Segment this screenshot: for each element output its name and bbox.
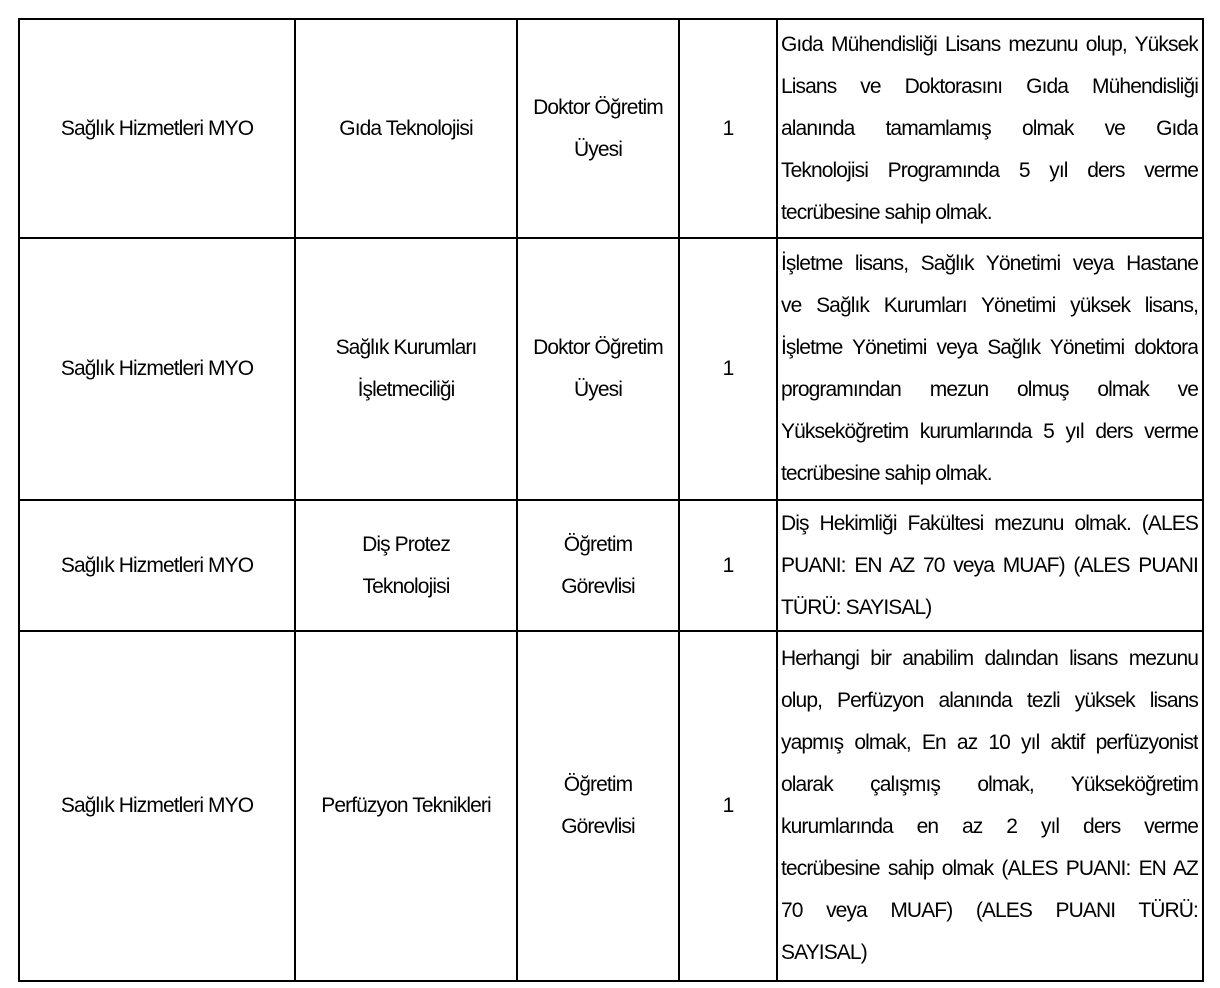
- cell-text: TÜRÜ: SAYISAL): [781, 595, 932, 619]
- cell-text: 70 veya MUAF) (ALES PUANI TÜRÜ:: [781, 899, 1198, 922]
- position-table: [18, 18, 1204, 982]
- title-cell: [517, 19, 679, 238]
- cell-text: PUANI: EN AZ 70 veya MUAF) (ALES PUANI: [781, 553, 1198, 577]
- program-cell: [295, 631, 517, 981]
- unit-cell: [19, 631, 295, 981]
- cell-text: İşletmeciliği: [357, 378, 455, 401]
- description-cell: [777, 500, 1203, 631]
- cell-text: kurumlarında en az 2 yıl ders verme: [781, 815, 1198, 838]
- cell-text: İşletme lisans, Sağlık Yönetimi veya Hastane: [781, 252, 1198, 275]
- cell-text: Teknolojisi: [362, 574, 450, 598]
- cell-text: Sağlık Hizmetleri MYO: [60, 116, 254, 140]
- cell-text: SAYISAL): [781, 941, 867, 964]
- cell-text: Diş Hekimliği Fakültesi mezunu olmak. (ALES: [781, 511, 1198, 535]
- table-row: [19, 19, 1203, 238]
- cell-text: Perfüzyon Teknikleri: [321, 794, 491, 817]
- cell-text: Sağlık Hizmetleri MYO: [60, 357, 254, 380]
- program-cell: [295, 500, 517, 631]
- cell-text: 1: [722, 794, 734, 817]
- cell-text: Görevlisi: [561, 815, 635, 838]
- cell-text: Sağlık Hizmetleri MYO: [60, 553, 254, 577]
- description-cell: [777, 19, 1203, 238]
- cell-text: 1: [722, 357, 734, 380]
- cell-text: Diş Protez: [362, 532, 450, 556]
- cell-text: alanında tamamlamış olmak ve Gıda: [781, 116, 1198, 140]
- cell-text: Üyesi: [573, 378, 622, 401]
- title-cell: [517, 238, 679, 500]
- unit-cell: [19, 238, 295, 500]
- table-row: [19, 238, 1203, 500]
- program-cell: [295, 238, 517, 500]
- cell-text: yapmış olmak, En az 10 yıl aktif perfüzyonist: [781, 731, 1198, 754]
- cell-text: İşletme Yönetimi veya Sağlık Yönetimi doktora: [781, 336, 1198, 359]
- cell-text: tecrübesine sahip olmak.: [781, 462, 992, 485]
- cell-text: Lisans ve Doktorasını Gıda Mühendisliği: [781, 74, 1198, 98]
- cell-text: Teknolojisi Programında 5 yıl ders verme: [781, 158, 1198, 182]
- title-cell: [517, 500, 679, 631]
- cell-text: Doktor Öğretim: [533, 95, 663, 119]
- count-cell: [679, 238, 777, 500]
- cell-text: Öğretim: [563, 773, 633, 796]
- cell-text: Gıda Mühendisliği Lisans mezunu olup, Yüksek: [781, 32, 1198, 56]
- cell-text: 1: [722, 116, 734, 140]
- cell-text: Doktor Öğretim: [533, 336, 663, 359]
- count-cell: [679, 500, 777, 631]
- cell-text: Öğretim: [563, 532, 633, 556]
- cell-text: programından mezun olmuş olmak ve: [781, 378, 1198, 401]
- cell-text: Herhangi bir anabilim dalından lisans mezunu: [781, 647, 1198, 670]
- unit-cell: [19, 19, 295, 238]
- cell-text: olup, Perfüzyon alanında tezli yüksek lisans: [781, 689, 1198, 712]
- cell-text: Gıda Teknolojisi: [339, 116, 473, 140]
- count-cell: [679, 631, 777, 981]
- cell-text: olarak çalışmış olmak, Yükseköğretim: [781, 773, 1198, 796]
- cell-text: Görevlisi: [561, 574, 635, 598]
- cell-text: tecrübesine sahip olmak.: [781, 200, 992, 224]
- program-cell: [295, 19, 517, 238]
- cell-text: ve Sağlık Kurumları Yönetimi yüksek lisans,: [781, 294, 1198, 317]
- cell-text: Sağlık Kurumları: [335, 336, 477, 359]
- table-row: [19, 631, 1203, 981]
- cell-text: 1: [722, 553, 734, 577]
- cell-text: Yükseköğretim kurumlarında 5 yıl ders verme: [781, 420, 1198, 443]
- description-cell: [777, 631, 1203, 981]
- count-cell: [679, 19, 777, 238]
- cell-text: Sağlık Hizmetleri MYO: [60, 794, 254, 817]
- unit-cell: [19, 500, 295, 631]
- title-cell: [517, 631, 679, 981]
- description-cell: [777, 238, 1203, 500]
- table-row: [19, 500, 1203, 631]
- cell-text: Üyesi: [573, 137, 622, 161]
- cell-text: tecrübesine sahip olmak (ALES PUANI: EN AZ: [781, 857, 1198, 880]
